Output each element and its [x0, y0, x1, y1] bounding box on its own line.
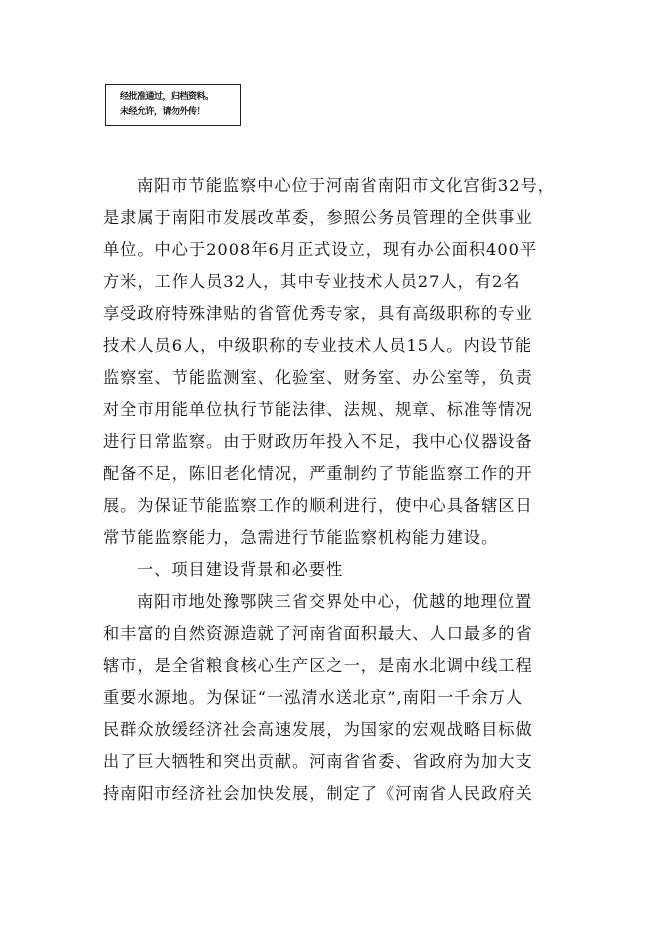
- text-line: 配备不足，陈旧老化情况，严重制约了节能监察工作的开: [103, 464, 533, 483]
- text-line: 监察室、节能监测室、化验室、财务室、办公室等，负责: [103, 368, 533, 387]
- text-line: 是隶属于南阳市发展改革委，参照公务员管理的全供事业: [103, 208, 533, 227]
- text-line: 南阳市节能监察中心位于河南省南阳市文化宫街32号，: [137, 176, 555, 195]
- text-line: 享受政府特殊津贴的省管优秀专家，具有高级职称的专业: [103, 304, 533, 323]
- text-line: 单位。中心于2008年6月正式设立，现有办公面积400平: [103, 240, 538, 259]
- text-line: 方米，工作人员32人，其中专业技术人员27人，有2名: [103, 272, 521, 291]
- confidential-stamp: [105, 84, 241, 126]
- text-line: 持南阳市经济社会加快发展，制定了《河南省人民政府关: [103, 784, 533, 803]
- text-line: 和丰富的自然资源造就了河南省面积最大、人口最多的省: [103, 624, 533, 643]
- text-line: 对全市用能单位执行节能法律、法规、规章、标准等情况: [103, 400, 533, 419]
- text-line: 出了巨大牺牲和突出贡献。河南省省委、省政府为加大支: [103, 752, 533, 771]
- text-line: 重要水源地。为保证“一泓清水送北京”,南阳一千余万人: [103, 688, 524, 707]
- text-line: 常节能监察能力，急需进行节能监察机构能力建设。: [103, 528, 499, 547]
- text-line: 辖市，是全省粮食核心生产区之一，是南水北调中线工程: [103, 656, 533, 675]
- text-line: 南阳市地处豫鄂陕三省交界处中心，优越的地理位置: [137, 592, 533, 611]
- text-line: 进行日常监察。由于财政历年投入不足，我中心仪器设备: [103, 432, 533, 451]
- stamp-line-1: 经批准通过，归档资料。: [120, 92, 214, 102]
- section-heading: 一、项目建设背景和必要性: [137, 560, 344, 579]
- text-line: 展。为保证节能监察工作的顺利进行，使中心具备辖区日: [103, 496, 533, 515]
- stamp-line-2: 未经允许，请勿外传！: [120, 107, 206, 117]
- text-line: 民群众放缓经济社会高速发展，为国家的宏观战略目标做: [103, 720, 533, 739]
- text-line: 技术人员6人，中级职称的专业技术人员15人。内设节能: [103, 336, 533, 355]
